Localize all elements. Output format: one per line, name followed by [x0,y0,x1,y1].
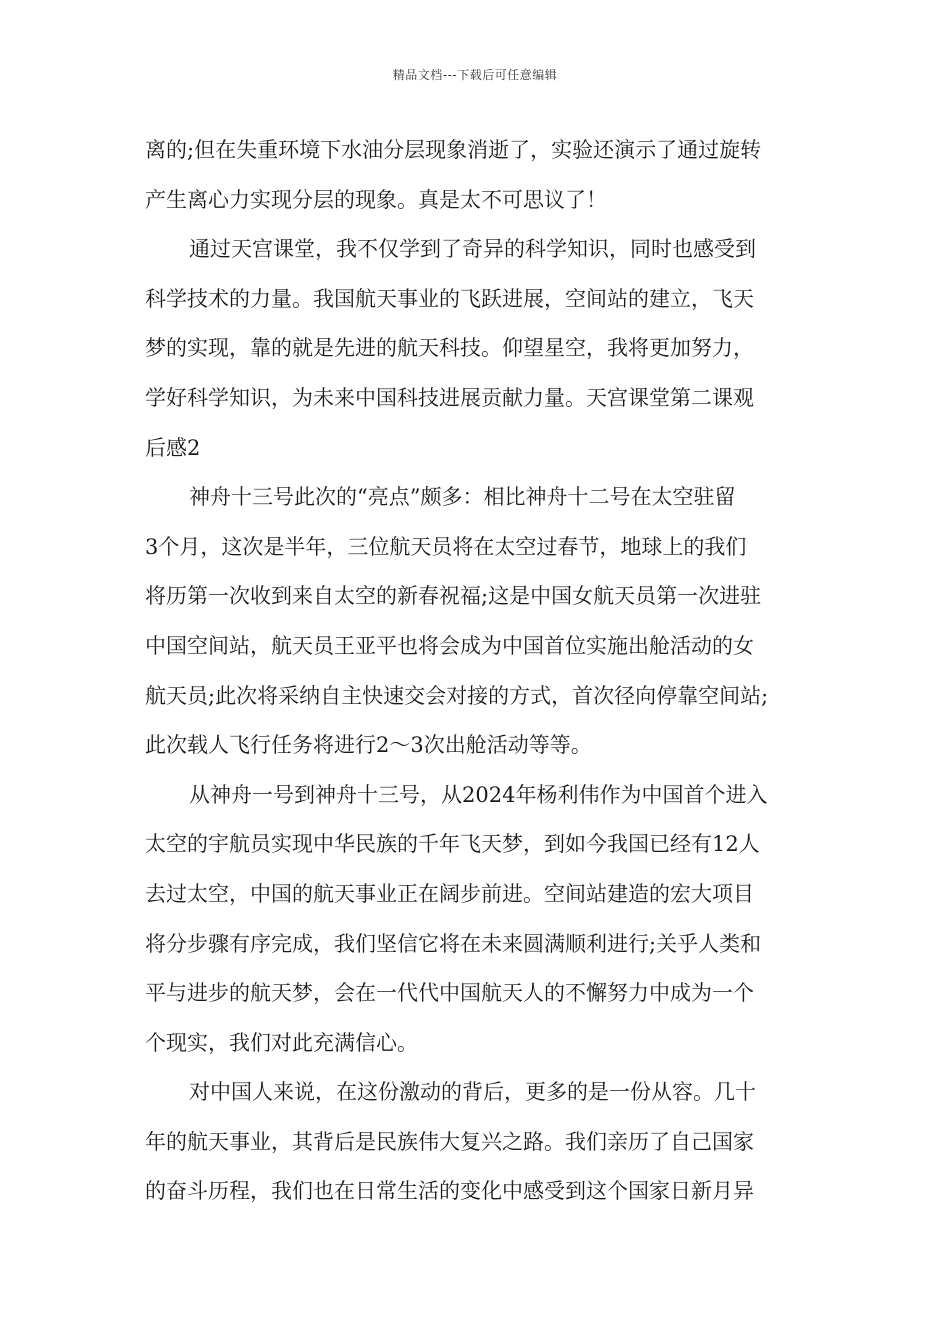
text-line: 梦的实现，靠的就是先进的航天科技。仰望星空，我将更加努力， [145,336,754,361]
paragraph-start-line: 神舟十三号此次的“亮点”颇多：相比神舟十二号在太空驻留 [189,485,736,510]
paragraph-start-line: 从神舟一号到神舟十三号，从2024年杨利伟作为中国首个进入 [189,782,768,807]
page-header: 精品文档---下载后可任意编辑 [392,68,558,82]
text-line: 后感2 [145,435,201,460]
text-line: 3个月，这次是半年，三位航天员将在太空过春节，地球上的我们 [145,534,747,559]
text-line: 将分步骤有序完成，我们坚信它将在未来圆满顺利进行;关乎人类和 [145,931,762,956]
text-line: 年的航天事业，其背后是民族伟大复兴之路。我们亲历了自己国家 [145,1129,754,1154]
paragraph-start-line: 对中国人来说，在这份激动的背后，更多的是一份从容。几十 [189,1080,756,1105]
text-line: 太空的宇航员实现中华民族的千年飞天梦，到如今我国已经有12人 [145,832,760,857]
text-line: 的奋斗历程，我们也在日常生活的变化中感受到这个国家日新月异 [145,1179,754,1204]
text-line: 中国空间站，航天员王亚平也将会成为中国首位实施出舱活动的女 [145,633,754,658]
text-line: 此次载人飞行任务将进行2～3次出舱活动等等。 [145,733,592,758]
text-line: 产生离心力实现分层的现象。真是太不可思议了！ [145,187,607,212]
text-line: 去过太空，中国的航天事业正在阔步前进。空间站建造的宏大项目 [145,881,754,906]
text-line: 离的;但在失重环境下水油分层现象消逝了，实验还演示了通过旋转 [145,138,762,162]
document-body [145,126,817,1217]
text-line: 平与进步的航天梦，会在一代代中国航天人的不懈努力中成为一个 [145,981,754,1006]
text-line: 科学技术的力量。我国航天事业的飞跃进展，空间站的建立，飞天 [145,286,754,311]
text-line: 个现实，我们对此充满信心。 [145,1030,418,1055]
paragraph-start-line: 通过天宫课堂，我不仅学到了奇异的科学知识，同时也感受到 [189,237,756,262]
text-line: 学好科学知识，为未来中国科技进展贡献力量。天宫课堂第二课观 [145,385,754,410]
text-line: 将历第一次收到来自太空的新春祝福;这是中国女航天员第一次进驻 [145,584,762,609]
text-line: 航天员;此次将采纳自主快速交会对接的方式，首次径向停靠空间站; [145,683,769,708]
